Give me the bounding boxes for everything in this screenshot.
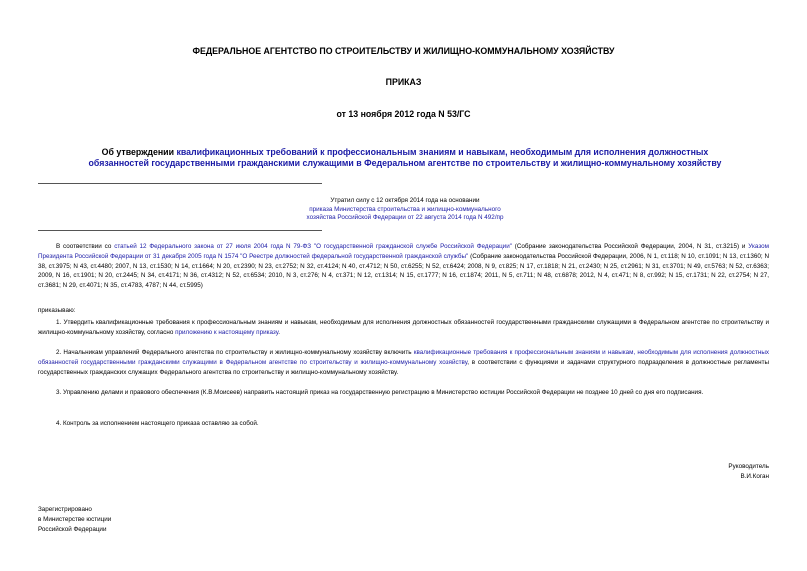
preamble-paragraph bbox=[38, 242, 769, 291]
title-requirements-link[interactable]: квалификационных требований к профессиональным знаниям и навыкам, необходимым для исполнения должностных обязанностей государственными гражданскими служащими в Федеральном агентстве по строительству и жилищно-коммунальному хозяйству bbox=[88, 147, 722, 168]
preamble-text-1: В соответствии со bbox=[56, 243, 115, 250]
item1-text-1: 1. Утвердить квалификационные требования к профессиональным знаниям и навыкам, необходимым для исполнения должностных обязанностей государственными гражданскими служащими в Федеральном агентстве по строительству и жилищно-коммунальному хозяйству, согласно bbox=[38, 319, 769, 336]
registration-line1: Зарегистрировано bbox=[38, 506, 92, 513]
registration-block bbox=[38, 505, 111, 535]
preamble-text-2: (Собрание законодательства Российской Федерации, 2004, N 31, ст.3215) и bbox=[511, 243, 749, 250]
title-prefix: Об утверждении bbox=[101, 147, 177, 157]
document-type: ПРИКАЗ bbox=[385, 77, 422, 87]
item-1-paragraph bbox=[38, 318, 769, 338]
agency-heading: ФЕДЕРАЛЬНОЕ АГЕНТСТВО ПО СТРОИТЕЛЬСТВУ И ЖИЛИЩНО-КОММУНАЛЬНОМУ ХОЗЯЙСТВУ bbox=[192, 46, 615, 56]
item2-requirements-link[interactable]: квалификационные требования к профессиональным знаниям и навыкам, необходимым для исполнения должностных обязанностей государственными гражданскими служащими в Федеральном агентстве по строительству и жилищно-коммунальному хозяйству bbox=[38, 349, 769, 366]
item2-text-2: , в соответствии с функциями и задачами структурного подразделения в должностные регламенты государственных гражданских служащих Федерального агентства по строительству и жилищно-коммунальному хозяйству. bbox=[38, 358, 770, 376]
item-2-paragraph bbox=[38, 348, 769, 377]
status-note bbox=[260, 197, 550, 223]
law-article-link[interactable]: статьей 12 Федерального закона от 27 июля 2004 года N 79-ФЗ "О государственной гражданской службе Российской Федерации" bbox=[114, 243, 512, 250]
appendix-link[interactable]: приложению к настоящему приказу bbox=[175, 328, 279, 336]
presidential-decree-link[interactable]: Указом Президента Российской Федерации от 31 декабря 2005 года N 1574 "О Реестре должностей федеральной государственной гражданской службы" bbox=[38, 243, 769, 260]
order-word: приказываю: bbox=[38, 307, 76, 314]
item-3-paragraph: 3. Управлению делами и правового обеспечения (К.В.Моисеев) направить настоящий приказ на государственную регистрацию в Министерство юстиции Российской Федерации не позднее 10 дней со дня его подписания. bbox=[56, 389, 704, 396]
item-4-paragraph: 4. Контроль за исполнением настоящего приказа оставляю за собой. bbox=[56, 420, 259, 427]
divider-bottom bbox=[38, 230, 322, 231]
status-note-link-line3[interactable]: хозяйства Российской Федерации от 22 августа 2014 года N 492/пр bbox=[306, 214, 504, 222]
registration-line2: в Министерстве юстиции bbox=[38, 516, 112, 523]
preamble-text-3: (Собрание законодательства Российской Федерации, 2006, N 1, ст.118; N 10, ст.1091; N 13, ст.1360; N 38, ст.3975; N 43, ст.4480; 2007, N 13, ст.1530; N 14, ст.1664; N 20, ст.2390; N 23, ст.2752; N 32, ст.4124; N 40, ст.4712; N 50, ст.6255; N 52, ст.6424; 2008, N 9, ст.825; N 17, ст.1818; N 21, ст.2430; N 25, ст.2961; N 31, ст.3701; N 49, ст.5763; N 52, ст.6363; 2009, N 16, ст.1901; N 20, ст.2445; N 34, ст.4171; N 36, ст.4312; N 52, ст.6534; 2010, N 3, ст.276; N 4, ст.371; N 12, ст.1314; N 15, ст.1777; N 16, ст.1874; 2011, N 5, ст.711; N 48, ст.6878; 2012, N 4, ст.471; N 8, ст.992; N 15, ст.1731; N 22, ст.2754; N 27, ст.3681; N 29, ст.4071; N 35, ст.4783, 4787; N 44, ст.5995) bbox=[38, 252, 770, 290]
divider-top bbox=[38, 183, 322, 184]
signature-block bbox=[728, 462, 769, 482]
status-note-line1: Утратил силу с 12 октября 2014 года на основании bbox=[330, 197, 480, 204]
registration-line3: Российской Федерации bbox=[38, 526, 107, 533]
item1-text-2: . bbox=[278, 328, 281, 336]
item2-text-1: 2. Начальникам управлений Федерального агентства по строительству и жилищно-коммунальному хозяйству включить bbox=[56, 349, 414, 356]
signature-role: Руководитель bbox=[728, 463, 769, 470]
status-note-link-line2[interactable]: приказа Министерства строительства и жилищно-коммунального bbox=[309, 205, 501, 213]
document-date-number: от 13 ноября 2012 года N 53/ГС bbox=[336, 109, 471, 119]
document-title bbox=[80, 147, 730, 169]
signature-name: В.И.Коган bbox=[740, 473, 769, 480]
